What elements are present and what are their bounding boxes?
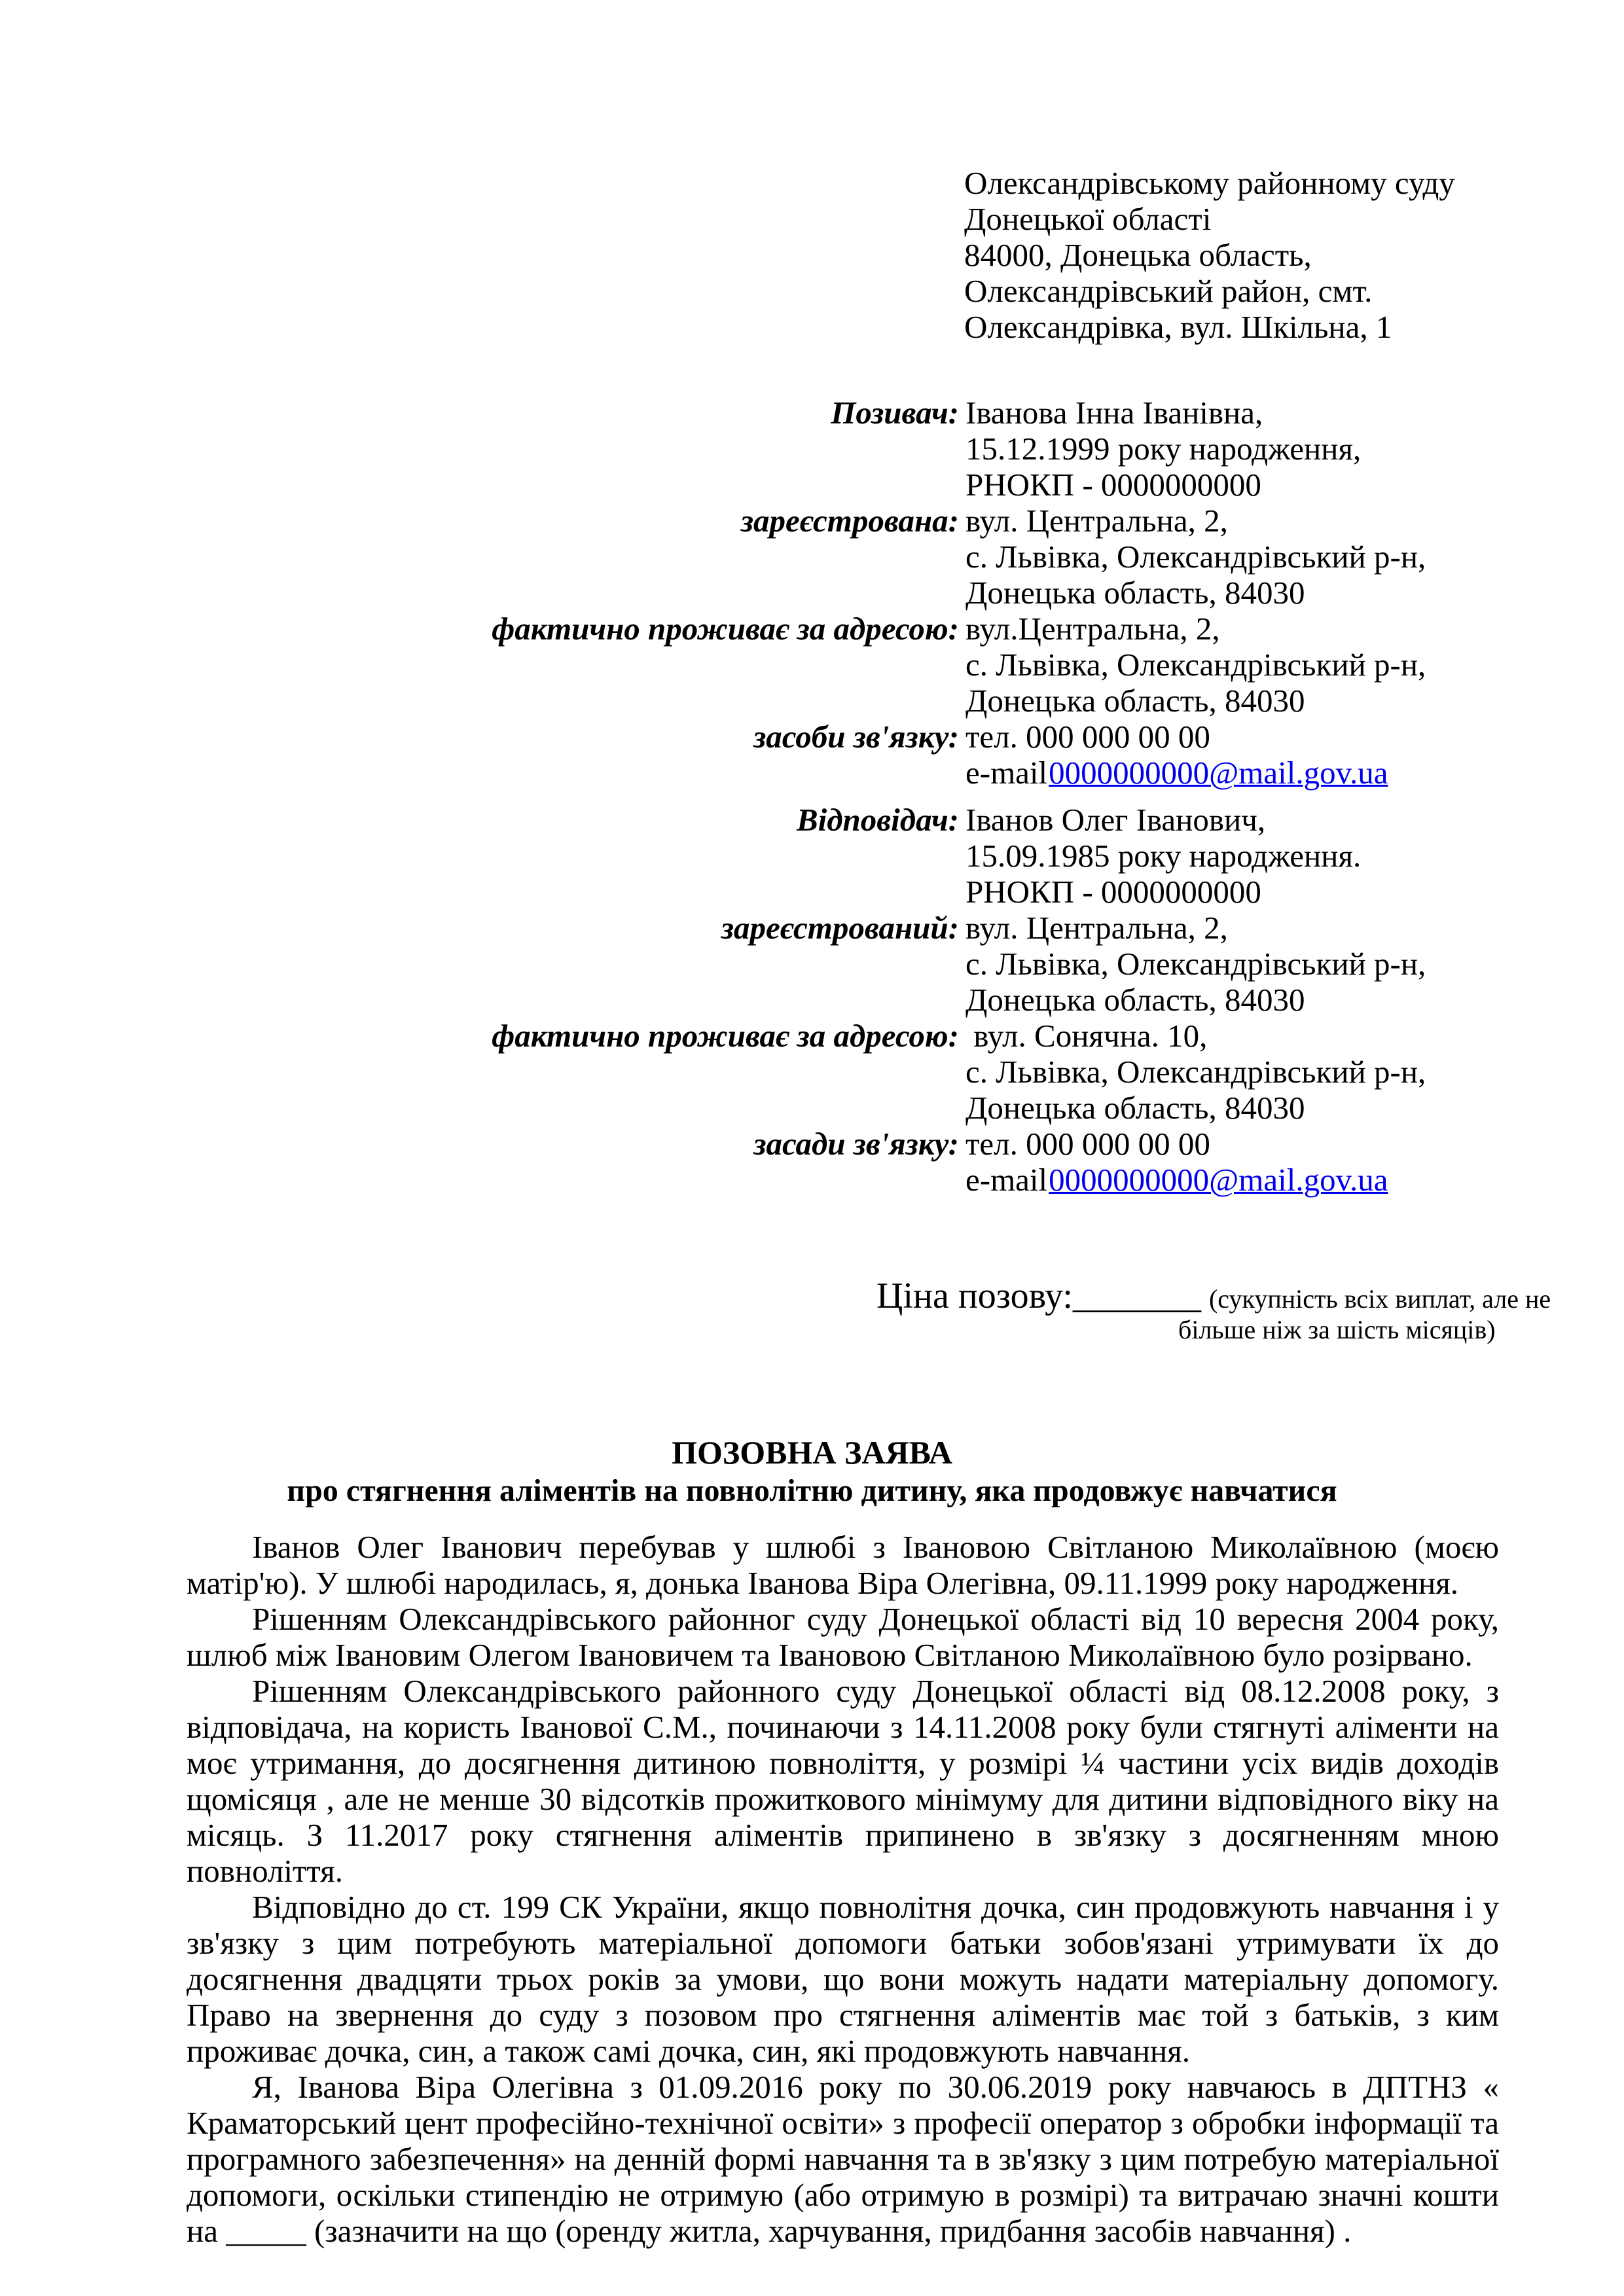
plaintiff-actual-address-label: фактично проживає за адресою: <box>492 611 959 647</box>
defendant-registered-street: вул. Центральна, 2, <box>965 910 1228 946</box>
defendant-row <box>0 874 1624 910</box>
document-subtitle: про стягнення аліментів на повнолітню дитину, яка продовжує навчатися <box>287 1473 1337 1508</box>
plaintiff-row <box>0 431 1624 467</box>
body-paragraph: Рішенням Олександрівського районного суду Донецької області від 08.12.2008 року, з відповідача, на користь Іванової С.М., починаючи з 14.11.2008 року були стягнуті аліменти на моє утримання, до досягнення дитиною повноліття, у розмірі ¼ частини усіх видів доходів щомісяця , але не менше 30 відсотків прожиткового мінімуму для дитини відповідного віку на місяць. З 11.2017 року стягнення аліментів припинено в зв'язку з досягненням мною повноліття. <box>187 1673 1499 1889</box>
defendant-email-prefix: e-mail <box>965 1162 1048 1198</box>
plaintiff-registered-street: вул. Центральна, 2, <box>965 503 1228 539</box>
defendant-birthdate: 15.09.1985 року народження. <box>965 838 1362 874</box>
plaintiff-registered-label: зареєстрована: <box>740 503 959 539</box>
defendant-row <box>0 982 1624 1018</box>
defendant-row <box>0 946 1624 982</box>
defendant-actual-street: вул. Сонячна. 10, <box>965 1018 1208 1054</box>
court-street-line: Олександрівка, вул. Шкільна, 1 <box>964 309 1392 345</box>
plaintiff-tax-id: РНОКП - 0000000000 <box>965 467 1261 503</box>
plaintiff-row <box>0 467 1624 503</box>
plaintiff-row <box>0 539 1624 575</box>
claim-price-note: (сукупність всіх виплат, але не <box>1208 1284 1551 1314</box>
defendant-tax-id: РНОКП - 0000000000 <box>965 874 1261 910</box>
plaintiff-row <box>0 683 1624 719</box>
court-postcode-line: 84000, Донецька область, <box>964 237 1312 273</box>
defendant-row <box>0 1018 1624 1054</box>
defendant-label: Відповідач: <box>796 802 959 838</box>
defendant-row <box>0 910 1624 946</box>
court-region-line: Донецької області <box>964 201 1212 237</box>
plaintiff-row <box>0 575 1624 611</box>
court-name-line: Олександрівському районному суду <box>964 165 1455 201</box>
document-body <box>187 1529 1499 2249</box>
plaintiff-row <box>0 647 1624 683</box>
plaintiff-email-link[interactable]: 0000000000@mail.gov.ua <box>1049 755 1388 791</box>
plaintiff-birthdate: 15.12.1999 року народження, <box>965 431 1362 467</box>
defendant-contacts-label: засади зв'язку: <box>753 1126 959 1162</box>
defendant-email-link[interactable]: 0000000000@mail.gov.ua <box>1049 1162 1388 1198</box>
plaintiff-label: Позивач: <box>831 395 959 431</box>
defendant-actual-village: с. Львівка, Олександрівський р-н, <box>965 1054 1426 1090</box>
plaintiff-row <box>0 719 1624 755</box>
defendant-row <box>0 1090 1624 1126</box>
plaintiff-actual-region: Донецька область, 84030 <box>965 683 1305 719</box>
plaintiff-email-prefix: e-mail <box>965 755 1048 791</box>
defendant-phone: тел. 000 000 00 00 <box>965 1126 1210 1162</box>
plaintiff-row <box>0 611 1624 647</box>
defendant-row <box>0 838 1624 874</box>
defendant-actual-address-label: фактично проживає за адресою: <box>492 1018 959 1054</box>
plaintiff-contacts-label: засоби зв'язку: <box>753 719 959 755</box>
body-paragraph: Відповідно до ст. 199 СК України, якщо повнолітня дочка, син продовжують навчання і у зв'язку з цим потребують матеріальної допомоги батьки зобов'язані утримувати їх до досягнення двадцяти трьох років за умови, що вони можуть надати матеріальну допомогу. Право на звернення до суду з позовом про стягнення аліментів має той з батьків, з ким проживає дочка, син, а також самі дочка, син, які продовжують навчання. <box>187 1889 1499 2069</box>
plaintiff-registered-region: Донецька область, 84030 <box>965 575 1305 611</box>
defendant-row <box>0 1126 1624 1162</box>
plaintiff-actual-village: с. Львівка, Олександрівський р-н, <box>965 647 1426 683</box>
body-paragraph: Рішенням Олександрівського районног суду Донецької області від 10 вересня 2004 року, шлюб між Івановим Олегом Івановичем та Івановою Світланою Миколаївною було розірвано. <box>187 1601 1499 1673</box>
defendant-registered-label: зареєстрований: <box>721 910 959 946</box>
plaintiff-registered-village: с. Львівка, Олександрівський р-н, <box>965 539 1426 575</box>
plaintiff-row <box>0 395 1624 431</box>
body-paragraph: Я, Іванова Віра Олегівна з 01.09.2016 року по 30.06.2019 року навчаюсь в ДПТНЗ « Краматорський цент професійно-технічної освіти» з професії оператор з обробки інформації та програмного забезпечення» на денній формі навчання та в зв'язку з цим потребую матеріальної допомоги, оскільки стипендію не отримую (або отримую в розмірі) та витрачаю значні кошти на _____ (зазначити на що (оренду житла, харчування, придбання засобів навчання) . <box>187 2069 1499 2249</box>
document-title: ПОЗОВНА ЗАЯВА <box>672 1434 952 1471</box>
court-district-line: Олександрівський район, смт. <box>964 273 1373 309</box>
plaintiff-block <box>0 395 1624 791</box>
claim-price-blank-field: _______ <box>1072 1276 1201 1316</box>
plaintiff-phone: тел. 000 000 00 00 <box>965 719 1210 755</box>
defendant-row <box>0 1162 1624 1198</box>
defendant-registered-region: Донецька область, 84030 <box>965 982 1305 1018</box>
defendant-row <box>0 802 1624 838</box>
plaintiff-name: Іванова Інна Іванівна, <box>965 395 1263 431</box>
claim-price-note-continuation: більше ніж за шість місяців) <box>1178 1315 1496 1344</box>
defendant-block <box>0 802 1624 1198</box>
defendant-actual-region: Донецька область, 84030 <box>965 1090 1305 1126</box>
plaintiff-row <box>0 503 1624 539</box>
court-address-block <box>964 165 1566 345</box>
defendant-row <box>0 1054 1624 1090</box>
body-paragraph: Іванов Олег Іванович перебував у шлюбі з Івановою Світланою Миколаївною (моєю матір'ю). У шлюбі народилась, я, донька Іванова Віра Олегівна, 09.11.1999 року народження. <box>187 1529 1499 1601</box>
defendant-name: Іванов Олег Іванович, <box>965 802 1266 838</box>
defendant-registered-village: с. Львівка, Олександрівський р-н, <box>965 946 1426 982</box>
claim-price-label: Ціна позову: <box>876 1276 1073 1316</box>
plaintiff-actual-street: вул.Центральна, 2, <box>965 611 1220 647</box>
plaintiff-row <box>0 755 1624 791</box>
